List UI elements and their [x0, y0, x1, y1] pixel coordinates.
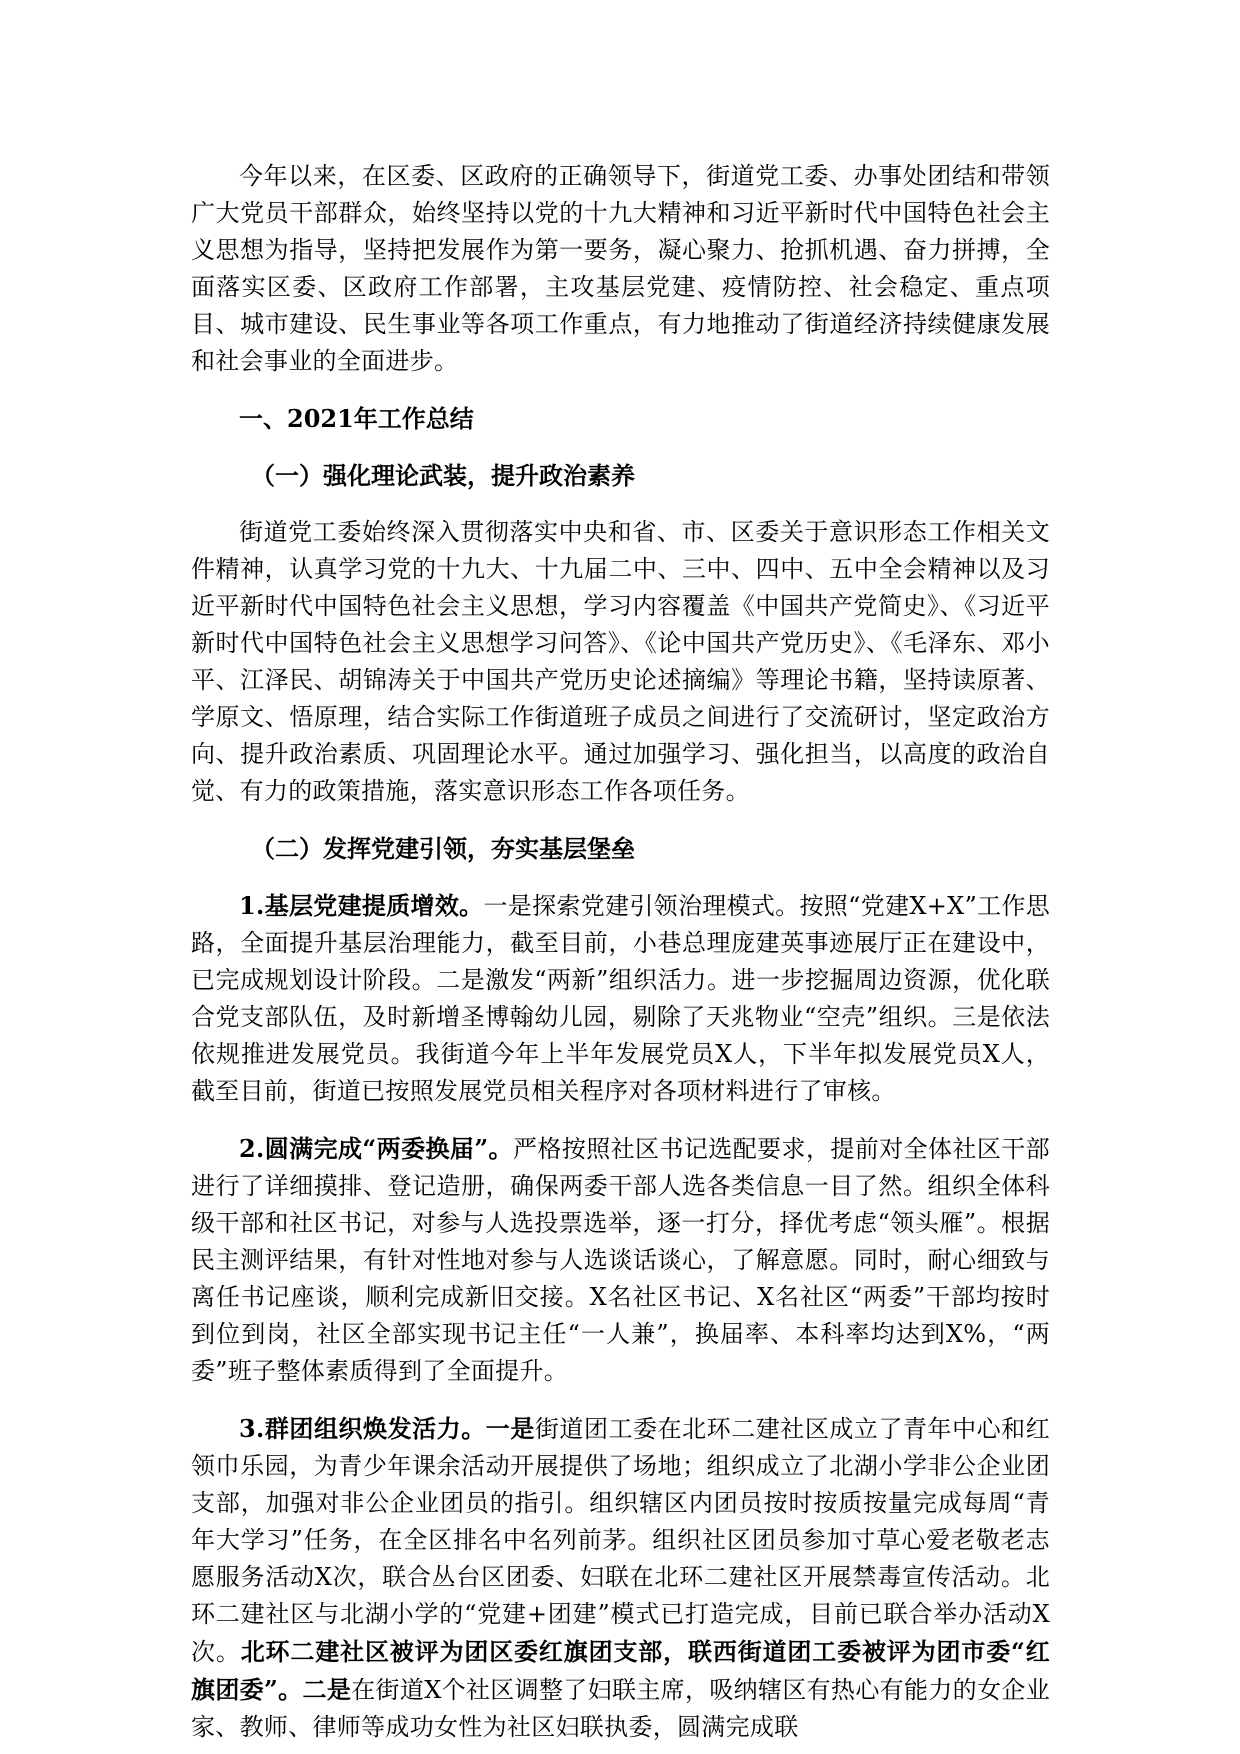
item-3-part-1-body: 街道团工委在北环二建社区成立了青年中心和红领巾乐园，为青少年课余活动开展提供了场地；组织成立了北湖小学非公企业团支部，加强对非公企业团员的指引。组织辖区内团员按时按质按量完成每周“青年大学习”任务，在全区排名中名列前茅。组织社区团员参加寸草心爱老敬老志愿服务活动X次，联合丛台区团委、妇联在北环二建社区开展禁毒宣传活动。北环二建社区与北湖小学的“党建+团建”模式已打造完成，目前已联合举办活动X次。	[191, 1415, 1050, 1666]
item-3-lead: 3.群团组织焕发活力。	[239, 1414, 486, 1443]
item-2-body: 严格按照社区书记选配要求，提前对全体社区干部进行了详细摸排、登记造册，确保两委干部人选各类信息一目了然。组织全体科级干部和社区书记，对参与人选投票选举，逐一打分，择优考虑“领头雁”。根据民主测评结果，有针对性地对参与人选谈话谈心，了解意愿。同时，耐心细致与离任书记座谈，顺利完成新旧交接。X名社区书记、X名社区“两委”干部均按时到位到岗，社区全部实现书记主任“一人兼”，换届率、本科率均达到X%，“两委”班子整体素质得到了全面提升。	[191, 1135, 1050, 1385]
subsection-heading-2: （二）发挥党建引领，夯实基层堡垒	[251, 834, 635, 863]
section-heading: 一、2021年工作总结	[239, 404, 474, 433]
document-body	[191, 158, 1050, 1746]
subsection-heading-1: （一）强化理论武装，提升政治素养	[251, 461, 635, 490]
item-3-award: 北环二建社区被评为团区委红旗团支部，联西街道团工委被评为团市委“红旗团委”。	[191, 1637, 1050, 1704]
item-3-paragraph	[191, 1410, 1050, 1746]
subsection-1-paragraph: 街道党工委始终深入贯彻落实中央和省、市、区委关于意识形态工作相关文件精神，认真学习党的十九大、十九届二中、三中、四中、五中全会精神以及习近平新时代中国特色社会主义思想，学习内容覆盖《中国共产党简史》、《习近平新时代中国特色社会主义思想学习问答》、《论中国共产党历史》、《毛泽东、邓小平、江泽民、胡锦涛关于中国共产党历史论述摘编》等理论书籍，坚持读原著、学原文、悟原理，结合实际工作街道班子成员之间进行了交流研讨，坚定政治方向、提升政治素质、巩固理论水平。通过加强学习、强化担当，以高度的政治自觉、有力的政策措施，落实意识形态工作各项任务。	[191, 518, 1050, 805]
item-1-body: 一是探索党建引领治理模式。按照“党建X+X”工作思路，全面提升基层治理能力，截至目前，小巷总理庞建英事迹展厅正在建设中，已完成规划设计阶段。二是激发“两新”组织活力。进一步挖掘周边资源，优化联合党支部队伍，及时新增圣博翰幼儿园，剔除了天兆物业“空壳”组织。三是依法依规推进发展党员。我街道今年上半年发展党员X人，下半年拟发展党员X人，截至目前，街道已按照发展党员相关程序对各项材料进行了审核。	[191, 892, 1050, 1105]
item-3-part-1-lead: 一是	[485, 1414, 535, 1443]
item-2-lead: 2.圆满完成“两委换届”。	[239, 1134, 513, 1163]
item-3-part-2-lead: 二是	[302, 1675, 352, 1704]
item-1-lead: 1.基层党建提质增效。	[239, 891, 484, 920]
item-1-paragraph	[191, 887, 1050, 1110]
intro-paragraph: 今年以来，在区委、区政府的正确领导下，街道党工委、办事处团结和带领广大党员干部群众，始终坚持以党的十九大精神和习近平新时代中国特色社会主义思想为指导，坚持把发展作为第一要务，凝心聚力、抢抓机遇、奋力拼搏，全面落实区委、区政府工作部署，主攻基层党建、疫情防控、社会稳定、重点项目、城市建设、民生事业等各项工作重点，有力地推动了街道经济持续健康发展和社会事业的全面进步。	[191, 162, 1050, 375]
item-3-part-2-body: 在街道X个社区调整了妇联主席，吸纳辖区有热心有能力的女企业家、教师、律师等成功女性为社区妇联执委，圆满完成联	[191, 1676, 1050, 1741]
item-2-paragraph	[191, 1130, 1050, 1390]
